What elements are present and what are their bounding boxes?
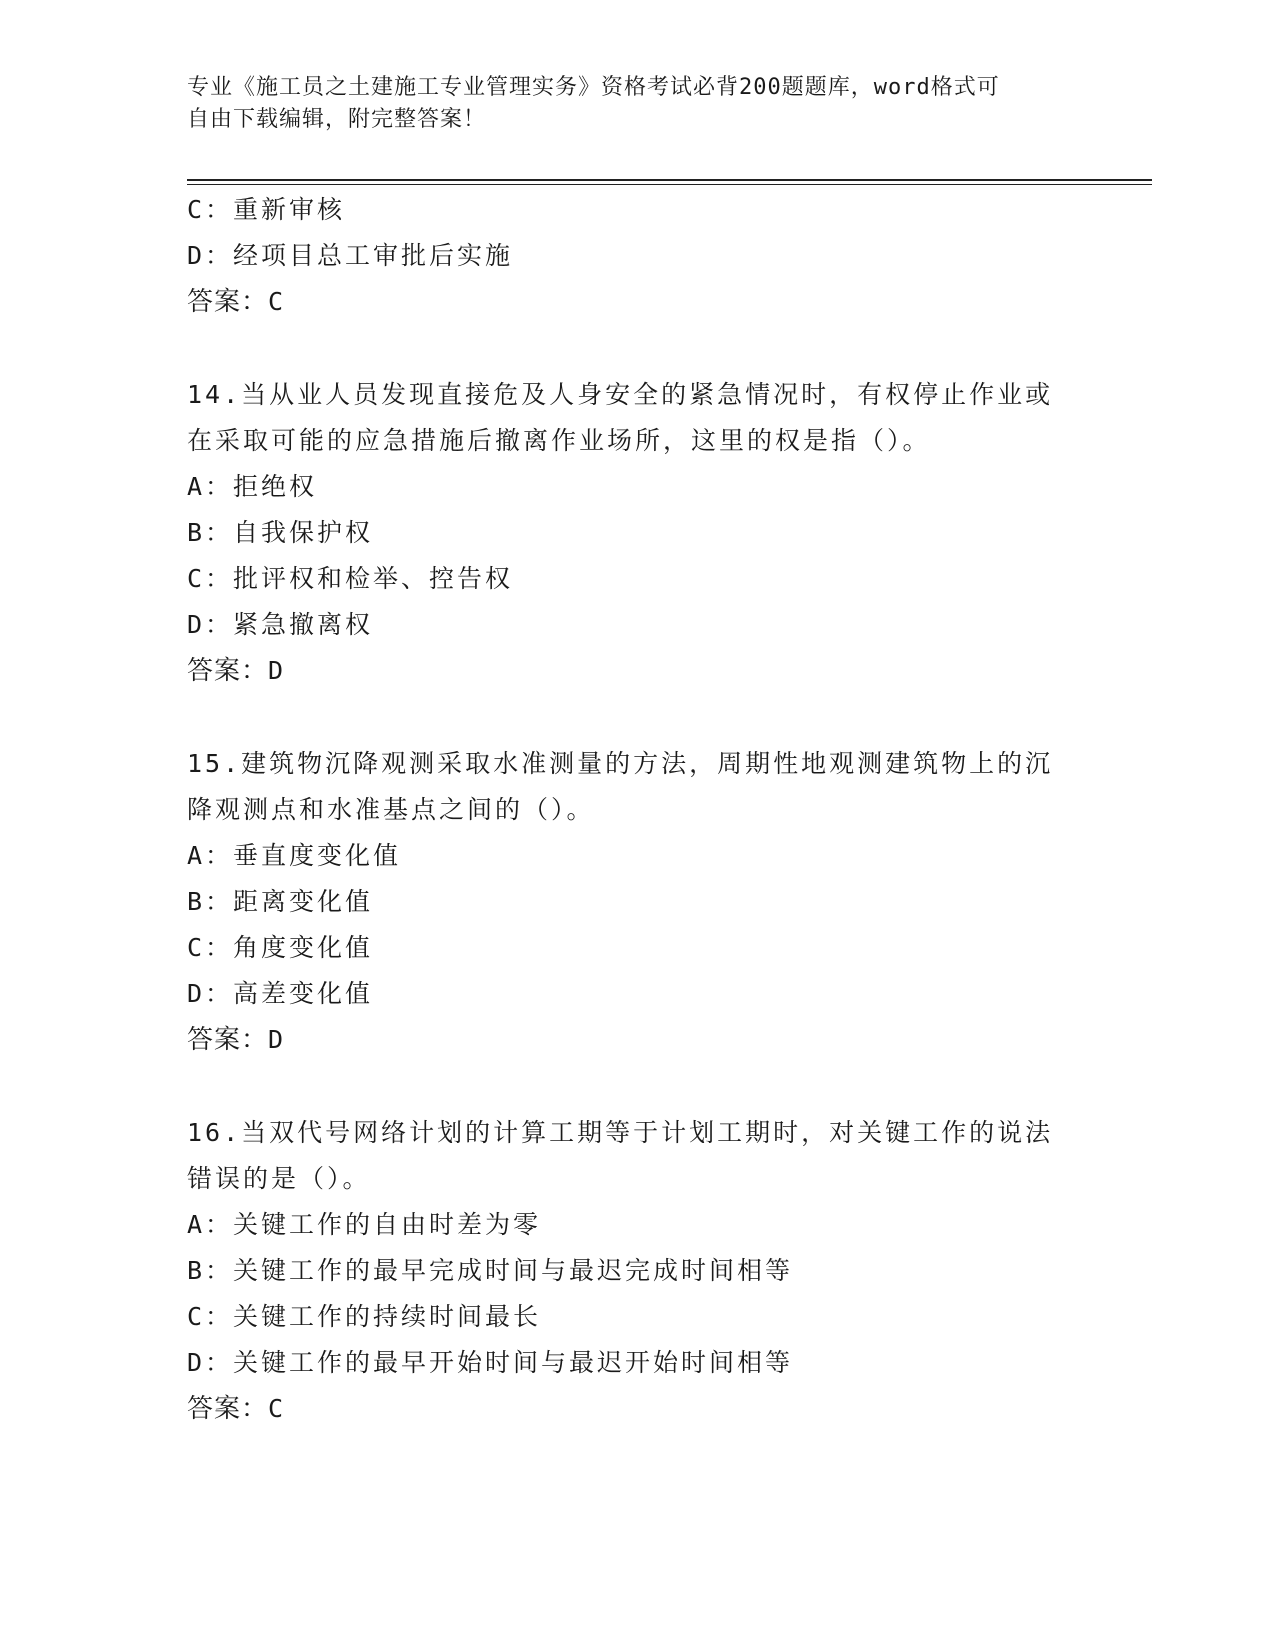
spacer (187, 694, 1087, 741)
answer-value: D (268, 656, 285, 685)
answer-label: 答案： (187, 1025, 269, 1055)
option-a: A：垂直度变化值 (187, 841, 402, 870)
answer-line (187, 279, 1087, 325)
answer-label: 答案： (187, 656, 269, 686)
answer-line (187, 1386, 1087, 1432)
option-c: C：批评权和检举、控告权 (187, 564, 514, 593)
header-rule-thick (187, 179, 1152, 181)
answer-value: C (268, 1394, 285, 1423)
header-rule-thin (187, 184, 1152, 185)
question-15 (187, 741, 1087, 1063)
option-d: D：紧急撤离权 (187, 610, 374, 639)
answer-line (187, 648, 1087, 694)
option-c: C：重新审核 (187, 195, 346, 224)
option-b: B：距离变化值 (187, 887, 374, 916)
header-line-1: 专业《施工员之土建施工专业管理实务》资格考试必背200题题库，word格式可 (187, 75, 1000, 100)
question-14 (187, 372, 1087, 694)
option-d: D：关键工作的最早开始时间与最迟开始时间相等 (187, 1348, 794, 1377)
option-d: D：高差变化值 (187, 979, 374, 1008)
header-line-2: 自由下载编辑，附完整答案！ (187, 107, 487, 132)
question-stem-line: 降观测点和水准基点之间的（）。 (187, 795, 595, 824)
answer-label: 答案： (187, 1394, 269, 1424)
question-stem-line: 14.当从业人员发现直接危及人身安全的紧急情况时，有权停止作业或 (187, 380, 1054, 409)
question-stem-line: 15.建筑物沉降观测采取水准测量的方法，周期性地观测建筑物上的沉 (187, 749, 1054, 778)
answer-label: 答案： (187, 287, 269, 317)
question-stem-line: 16.当双代号网络计划的计算工期等于计划工期时，对关键工作的说法 (187, 1118, 1054, 1147)
option-b: B：关键工作的最早完成时间与最迟完成时间相等 (187, 1256, 794, 1285)
question-16 (187, 1110, 1087, 1432)
option-a: A：拒绝权 (187, 472, 318, 501)
spacer (187, 1063, 1087, 1110)
option-d: D：经项目总工审批后实施 (187, 241, 514, 270)
spacer (187, 325, 1087, 372)
answer-line (187, 1017, 1087, 1063)
question-stem-line: 在采取可能的应急措施后撤离作业场所，这里的权是指（）。 (187, 426, 931, 455)
option-a: A：关键工作的自由时差为零 (187, 1210, 542, 1239)
option-b: B：自我保护权 (187, 518, 374, 547)
carryover-block (187, 187, 1087, 325)
answer-value: D (268, 1025, 285, 1054)
option-c: C：关键工作的持续时间最长 (187, 1302, 542, 1331)
page-header (187, 72, 1067, 136)
question-list (187, 187, 1087, 1432)
question-stem-line: 错误的是（）。 (187, 1164, 371, 1193)
answer-value: C (268, 287, 285, 316)
option-c: C：角度变化值 (187, 933, 374, 962)
